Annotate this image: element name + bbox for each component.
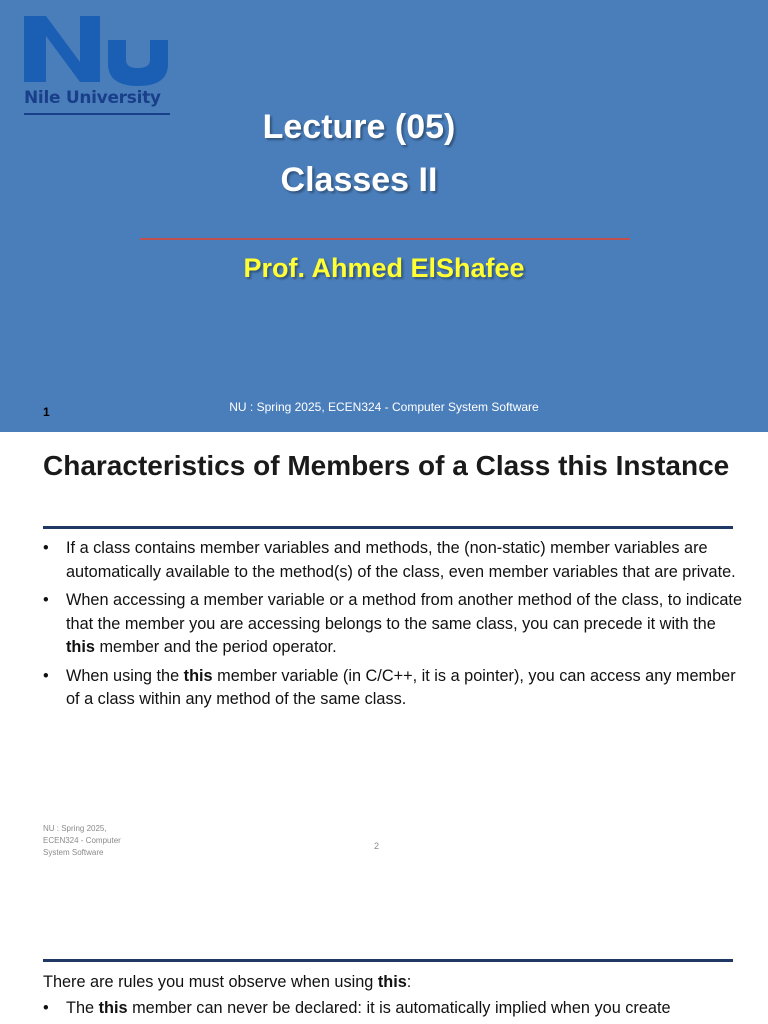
list-item: • When using the this member variable (in C/C++, it is a pointer), you can access any member of a class within any method of the same class. [43, 665, 743, 712]
title-divider [140, 238, 630, 240]
slide-title: Characteristics of Members of a Class this Instance [43, 450, 730, 481]
logo-text: Nile University [24, 88, 161, 108]
title-rule [43, 959, 733, 962]
slide-footer: NU : Spring 2025, ECEN324 - Computer System Software [43, 824, 121, 857]
title-slide [0, 0, 768, 432]
content-slide [0, 433, 768, 953]
title-rule [43, 526, 733, 529]
slide-number: 1 [43, 405, 50, 419]
bullet-list [43, 996, 763, 1020]
slide-number: 2 [374, 841, 380, 851]
bullet-list [43, 537, 743, 717]
list-item: • The this member can never be declared: it is automatically implied when you create [43, 996, 763, 1020]
list-item: • If a class contains member variables and methods, the (non-static) member variables are automatically available to the method(s) of the class, even member variables that are private. [43, 537, 743, 584]
author-name: Prof. Ahmed ElShafee [243, 253, 525, 283]
lecture-subtitle: Classes II [280, 161, 438, 199]
lecture-title: Lecture (05) [262, 108, 456, 146]
slide-footer: NU : Spring 2025, ECEN324 - Computer System Software [229, 400, 539, 414]
list-item: • When accessing a member variable or a method from another method of the class, to indicate that the member you are accessing belongs to the same class, you can precede it with the this member and the period operator. [43, 589, 743, 660]
slide-intro-text: There are rules you must observe when using this: [43, 973, 412, 991]
